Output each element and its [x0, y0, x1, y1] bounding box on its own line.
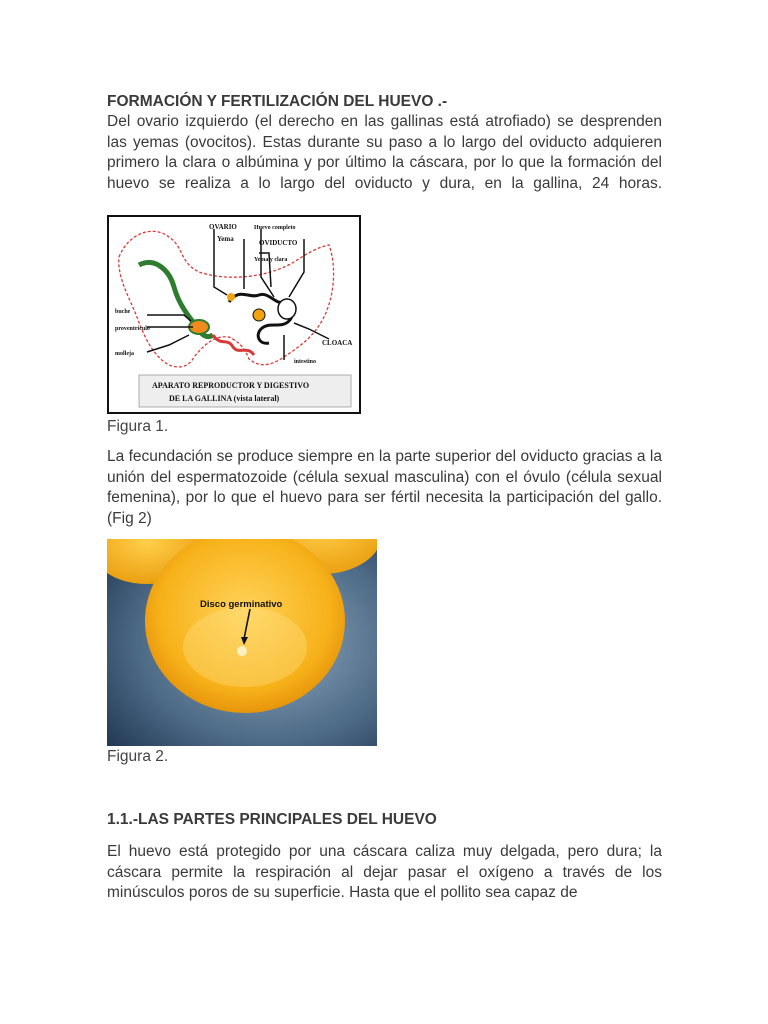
figure-2-caption: Figura 2.: [107, 748, 169, 765]
paragraph-line: Del ovario izquierdo (el derecho en las gallinas está atrofiado) se: [107, 113, 574, 130]
section-formacion: [107, 92, 662, 194]
label-oviducto: OVIDUCTO: [259, 239, 298, 247]
section-heading: FORMACIÓN Y FERTILIZACIÓN DEL HUEVO .-: [107, 93, 448, 110]
label-disco-germinativo: Disco germinativo: [200, 599, 283, 610]
section-heading-partes: 1.1.-LAS PARTES PRINCIPALES DEL HUEVO: [107, 811, 437, 828]
fecundacion-paragraph: La fecundación se produce siempre en la parte superior del oviducto gracias a la unión del espermatozoide (célula sexual masculina) con el óvulo (célula sexual femenina), por lo que el huevo para ser fértil necesita la participación del gallo. (Fig 2): [107, 448, 662, 527]
paragraph-line: El huevo está protegido por una cáscara caliza muy delgada, pero dura; la: [107, 843, 662, 860]
label-molleja: molleja: [115, 351, 134, 357]
intro-paragraph: [107, 112, 662, 194]
paragraph-line: oviducto adquieren primero la clara o albúmina y por último la cáscara, por: [107, 133, 662, 171]
label-ovario: OVARIO: [209, 223, 237, 231]
figure-1-caption: Figura 1.: [107, 418, 169, 435]
label-yema: Yema: [217, 235, 234, 243]
label-buche: buche: [115, 309, 131, 315]
label-intestino: intestino: [294, 359, 317, 365]
figure-egg-yolk-photo: [107, 539, 377, 746]
label-huevo-completo: Huevo completo: [254, 225, 296, 231]
paragraph-line: desprenden las yemas (ovocitos). Estas durante su paso a lo largo del: [107, 113, 662, 151]
paragraph-line: cáscara permite la respiración al dejar pasar el oxígeno a través de los: [107, 863, 662, 881]
label-yema-clara: Yema y clara: [254, 257, 288, 263]
figure-title-line2: DE LA GALLINA (vista lateral): [169, 394, 280, 403]
label-cloaca: CLOACA: [322, 339, 353, 347]
figure-reproductive-diagram: [107, 215, 361, 414]
label-proventriculo: proventrículo: [115, 326, 150, 332]
partes-paragraph: [107, 842, 662, 904]
paragraph-line: lo que la formación del huevo se realiza a lo largo del oviducto y dura, en: [107, 154, 662, 192]
paragraph-line: minúsculos poros de su superficie. Hasta que el pollito sea capaz de: [107, 884, 578, 901]
figure-title-line1: APARATO REPRODUCTOR Y DIGESTIVO: [152, 381, 310, 390]
paragraph-line: la gallina, 24 horas.: [511, 174, 663, 192]
